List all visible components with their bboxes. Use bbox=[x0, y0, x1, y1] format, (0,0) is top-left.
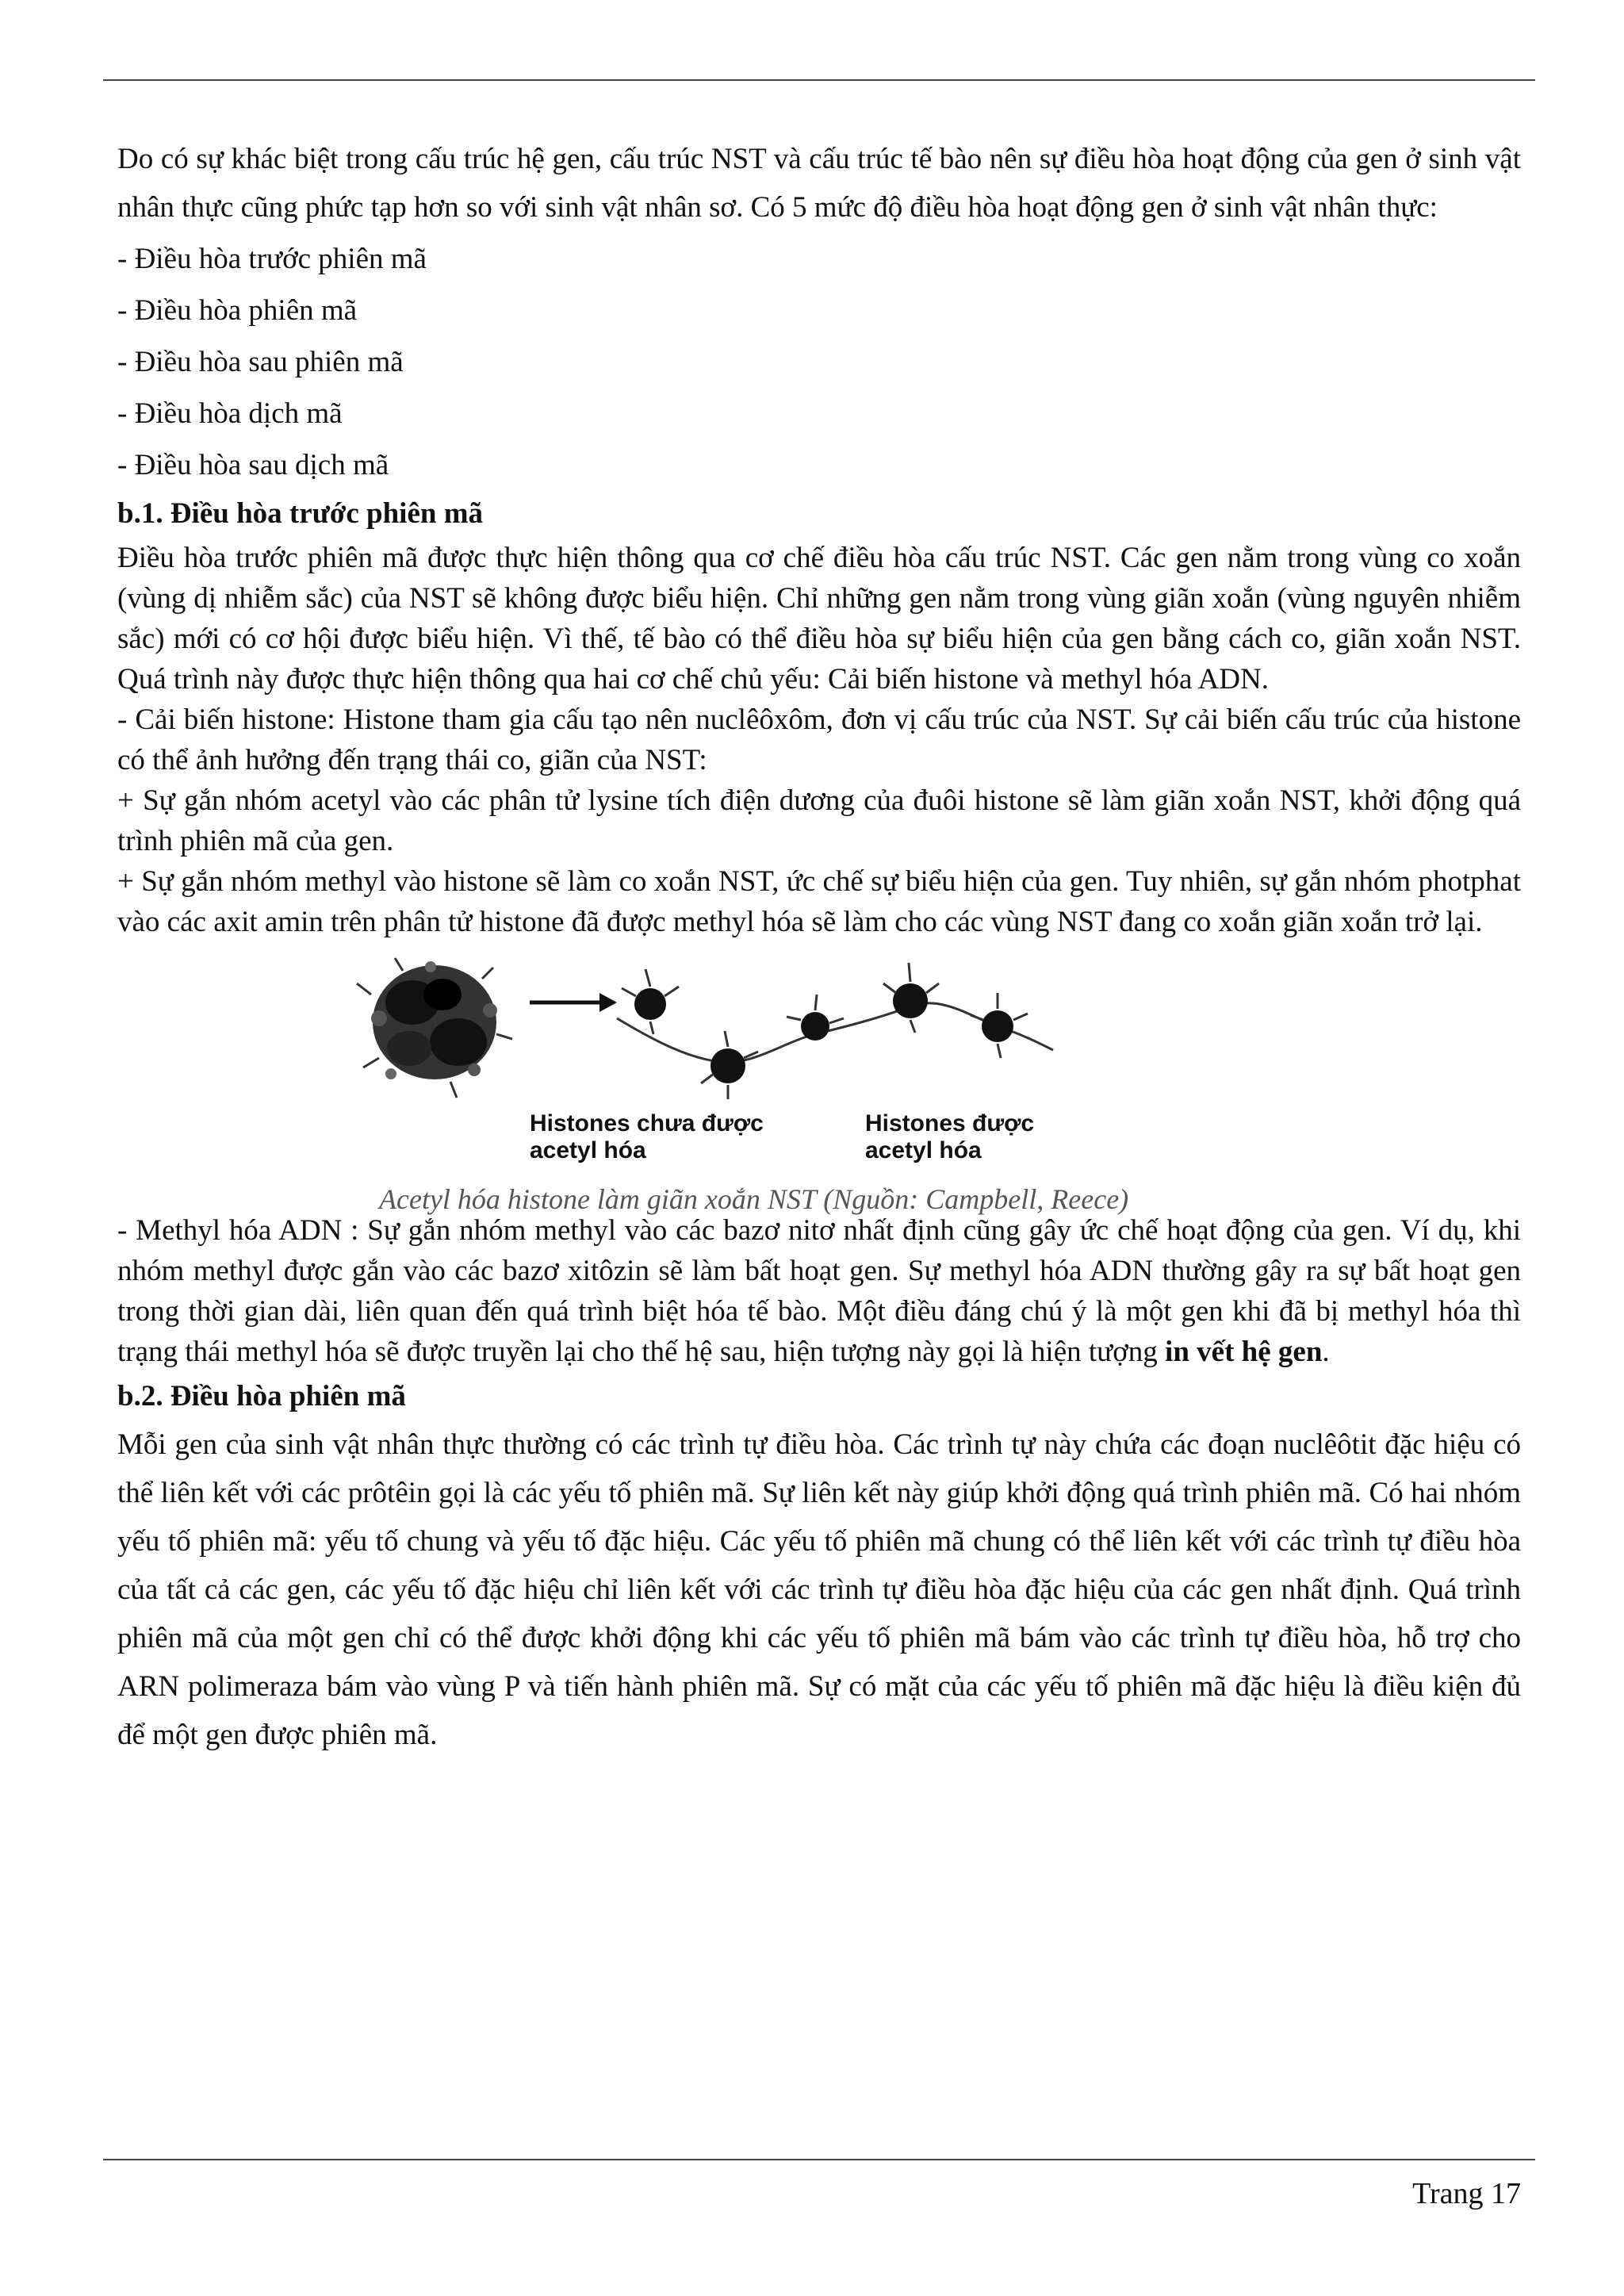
b1-paragraph-3: + Sự gắn nhóm acetyl vào các phân tử lysine tích điện dương của đuôi histone sẽ làm giãn xoắn NST, khởi động quá trình phiên mã của gen. bbox=[117, 784, 1521, 857]
level-item-1: - Điều hòa trước phiên mã bbox=[117, 243, 427, 275]
section-b2-heading: b.2. Điều hòa phiên mã bbox=[117, 1380, 406, 1412]
b1-paragraph-1: Điều hòa trước phiên mã được thực hiện thông qua cơ chế điều hòa cấu trúc NST. Các gen nằm trong vùng co xoắn (vùng dị nhiễm sắc) của NST sẽ không được biểu hiện. Chỉ những gen nằm trong vùng giãn xoắn (vùng nguyên nhiễm sắc) mới có cơ hội được biểu hiện. Vì thế, tế bào có thể điều hòa sự biểu hiện của gen bằng cách co, giãn xoắn NST. Quá trình này được thực hiện thông qua hai cơ chế chủ yếu: Cải biến histone và methyl hóa ADN. bbox=[117, 542, 1521, 696]
section-b1-heading: b.1. Điều hòa trước phiên mã bbox=[117, 497, 484, 530]
label-unacetylated-line1: Histones chưa được bbox=[530, 1110, 764, 1137]
chromatin-illustration bbox=[117, 947, 1521, 1177]
b2-paragraph: Mỗi gen của sinh vật nhân thực thường có các trình tự điều hòa. Các trình tự này chứa các đoạn nuclêôtit đặc hiệu có thể liên kết với các prôtêin gọi là các yếu tố phiên mã. Sự liên kết này giúp khởi động quá trình phiên mã. Có hai nhóm yếu tố phiên mã: yếu tố chung và yếu tố đặc hiệu. Các yếu tố phiên mã chung có thể liên kết với các trình tự điều hòa của tất cả các gen, các yếu tố đặc hiệu chỉ liên kết với các trình tự điều hòa đặc hiệu của các gen nhất định. Quá trình phiên mã của một gen chỉ có thể được khởi động khi các yếu tố phiên mã bám vào các trình tự điều hòa, hỗ trợ cho ARN polimeraza bám vào vùng P và tiến hành phiên mã. Sự có mặt của các yếu tố phiên mã đặc hiệu là điều kiện đủ để một gen được phiên mã. bbox=[117, 1428, 1521, 1751]
label-unacetylated-line2: acetyl hóa bbox=[530, 1137, 646, 1163]
histone-acetylation-figure bbox=[117, 947, 1521, 1215]
level-item-2: - Điều hòa phiên mã bbox=[117, 294, 358, 327]
intro-paragraph: Do có sự khác biệt trong cấu trúc hệ gen, cấu trúc NST và cấu trúc tế bào nên sự điều hòa hoạt động của gen ở sinh vật nhân thực cũng phức tạp hơn so với sinh vật nhân sơ. Có 5 mức độ điều hòa hoạt động gen ở sinh vật nhân thực: bbox=[117, 143, 1521, 224]
page-content bbox=[117, 135, 1521, 1759]
label-acetylated-line2: acetyl hóa bbox=[865, 1137, 982, 1163]
b1-paragraph-2: - Cải biến histone: Histone tham gia cấu tạo nên nuclêôxôm, đơn vị cấu trúc của NST. Sự cải biến cấu trúc của histone có thể ảnh hưởng đến trạng thái co, giãn của NST: bbox=[117, 703, 1521, 776]
footer-rule bbox=[103, 2159, 1535, 2160]
level-item-5: - Điều hòa sau dịch mã bbox=[117, 449, 389, 481]
condensed-chromatin bbox=[357, 958, 512, 1098]
methyl-paragraph bbox=[117, 1210, 1521, 1372]
level-item-3: - Điều hòa sau phiên mã bbox=[117, 346, 404, 378]
methyl-end: . bbox=[1322, 1336, 1330, 1368]
header-rule bbox=[103, 79, 1535, 81]
methyl-text: - Methyl hóa ADN : Sự gắn nhóm methyl vào các bazơ nitơ nhất định cũng gây ức chế hoạt động của gen. Ví dụ, khi nhóm methyl được gắn vào các bazơ xitôzin sẽ làm bất hoạt gen. Sự methyl hóa ADN thường gây ra sự bất hoạt gen trong thời gian dài, liên quan đến quá trình biệt hóa tế bào. Một điều đáng chú ý là một gen khi đã bị methyl hóa thì trạng thái methyl hóa sẽ được truyền lại cho thế hệ sau, hiện tượng này gọi là hiện tượng bbox=[117, 1214, 1521, 1368]
genomic-imprinting-term: in vết hệ gen bbox=[1165, 1336, 1323, 1368]
figure-caption: Acetyl hóa histone làm giãn xoắn NST (Nguồn: Campbell, Reece) bbox=[379, 1183, 1129, 1215]
level-item-4: - Điều hòa dịch mã bbox=[117, 397, 343, 430]
relaxed-chromatin bbox=[617, 963, 1053, 1099]
page-number: Trang 17 bbox=[1412, 2177, 1521, 2210]
label-acetylated-line1: Histones được bbox=[865, 1110, 1035, 1137]
arrow-icon bbox=[530, 993, 617, 1012]
b1-paragraph-4: + Sự gắn nhóm methyl vào histone sẽ làm co xoắn NST, ức chế sự biểu hiện của gen. Tuy nhiên, sự gắn nhóm photphat vào các axit amin trên phân tử histone đã được methyl hóa sẽ làm cho các vùng NST đang co xoắn giãn xoắn trở lại. bbox=[117, 865, 1521, 938]
